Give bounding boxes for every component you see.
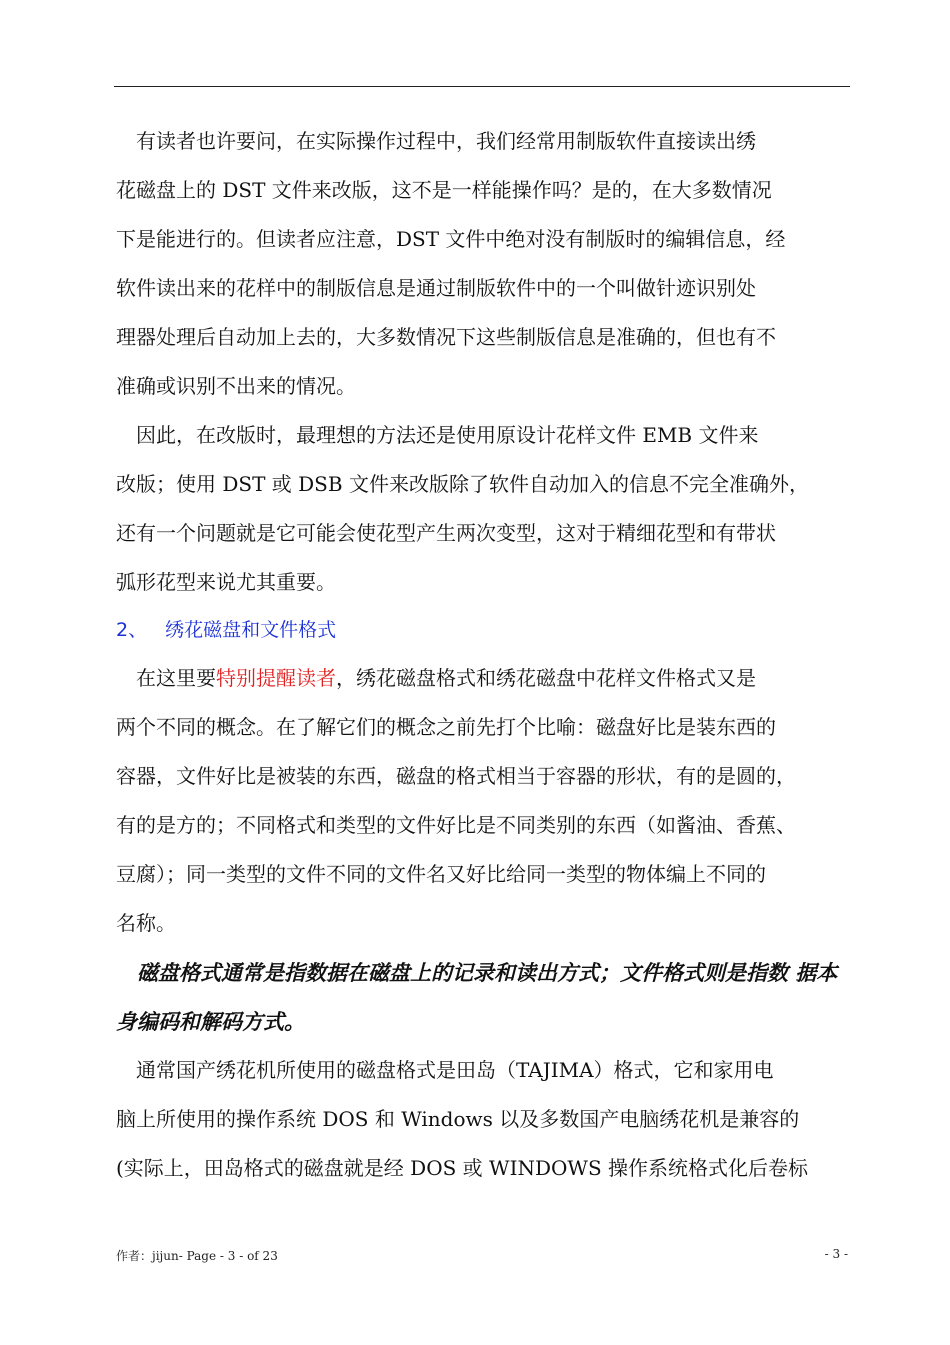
text-line: 容器，文件好比是被装的东西，磁盘的格式相当于容器的形状，有的是圆的， <box>116 764 796 788</box>
paragraph-1 <box>116 117 850 411</box>
text-line: 软件读出来的花样中的制版信息是通过制版软件中的一个叫做针迹识别处 <box>116 276 756 300</box>
text-run: 在这里要 <box>116 666 216 690</box>
page-footer <box>116 1247 850 1267</box>
text-run: ，绣花磁盘格式和绣花磁盘中花样文件格式又是 <box>336 666 756 690</box>
text-line: 通常国产绣花机所使用的磁盘格式是田岛（TAJIMA）格式，它和家用电 <box>116 1058 774 1082</box>
highlight-text: 特别提醒读者 <box>216 666 336 690</box>
paragraph-4 <box>116 1046 850 1193</box>
paragraph-3 <box>116 654 850 948</box>
text-line: 改版；使用 DST 或 DSB 文件来改版除了软件自动加入的信息不完全准确外， <box>116 472 809 496</box>
text-line: 因此，在改版时，最理想的方法还是使用原设计花样文件 EMB 文件来 <box>116 423 759 447</box>
footer-author: 作者：jijun- Page - 3 - of 23 <box>116 1249 278 1263</box>
text-line: 有读者也许要问，在实际操作过程中，我们经常用制版软件直接读出绣 <box>116 129 756 153</box>
text-line: 花磁盘上的 DST 文件来改版，这不是一样能操作吗？是的，在大多数情况 <box>116 178 772 202</box>
document-body <box>116 117 850 1193</box>
section-number: 2、 <box>116 619 148 641</box>
text-line: 名称。 <box>116 911 176 935</box>
text-line <box>116 654 850 703</box>
text-line: 脑上所使用的操作系统 DOS 和 Windows 以及多数国产电脑绣花机是兼容的 <box>116 1107 800 1131</box>
paragraph-2 <box>116 411 850 607</box>
text-line: 下是能进行的。但读者应注意，DST 文件中绝对没有制版时的编辑信息，经 <box>116 227 786 251</box>
text-line: 据本身编码和解码方式。 <box>116 960 838 1034</box>
text-line: 两个不同的概念。在了解它们的概念之前先打个比喻：磁盘好比是装东西的 <box>116 715 776 739</box>
footer-page-number: - 3 - <box>824 1247 848 1261</box>
text-line: 磁盘格式通常是指数据在磁盘上的记录和读出方式；文件格式则是指数 <box>116 960 788 985</box>
text-line: (实际上，田岛格式的磁盘就是经 DOS 或 WINDOWS 操作系统格式化后卷标 <box>116 1156 809 1180</box>
text-line: 理器处理后自动加上去的，大多数情况下这些制版信息是准确的，但也有不 <box>116 325 776 349</box>
text-line: 还有一个问题就是它可能会使花型产生两次变型，这对于精细花型和有带状 <box>116 521 776 545</box>
section-heading <box>116 607 850 654</box>
text-line: 豆腐）；同一类型的文件不同的文件名又好比给同一类型的物体编上不同的 <box>116 862 766 886</box>
text-line: 准确或识别不出来的情况。 <box>116 374 356 398</box>
text-line: 有的是方的；不同格式和类型的文件好比是不同类别的东西（如酱油、香蕉、 <box>116 813 796 837</box>
emphasis-paragraph <box>116 948 850 1046</box>
text-line: 弧形花型来说尤其重要。 <box>116 570 336 594</box>
header-rule <box>114 86 850 87</box>
section-title: 绣花磁盘和文件格式 <box>165 619 337 641</box>
